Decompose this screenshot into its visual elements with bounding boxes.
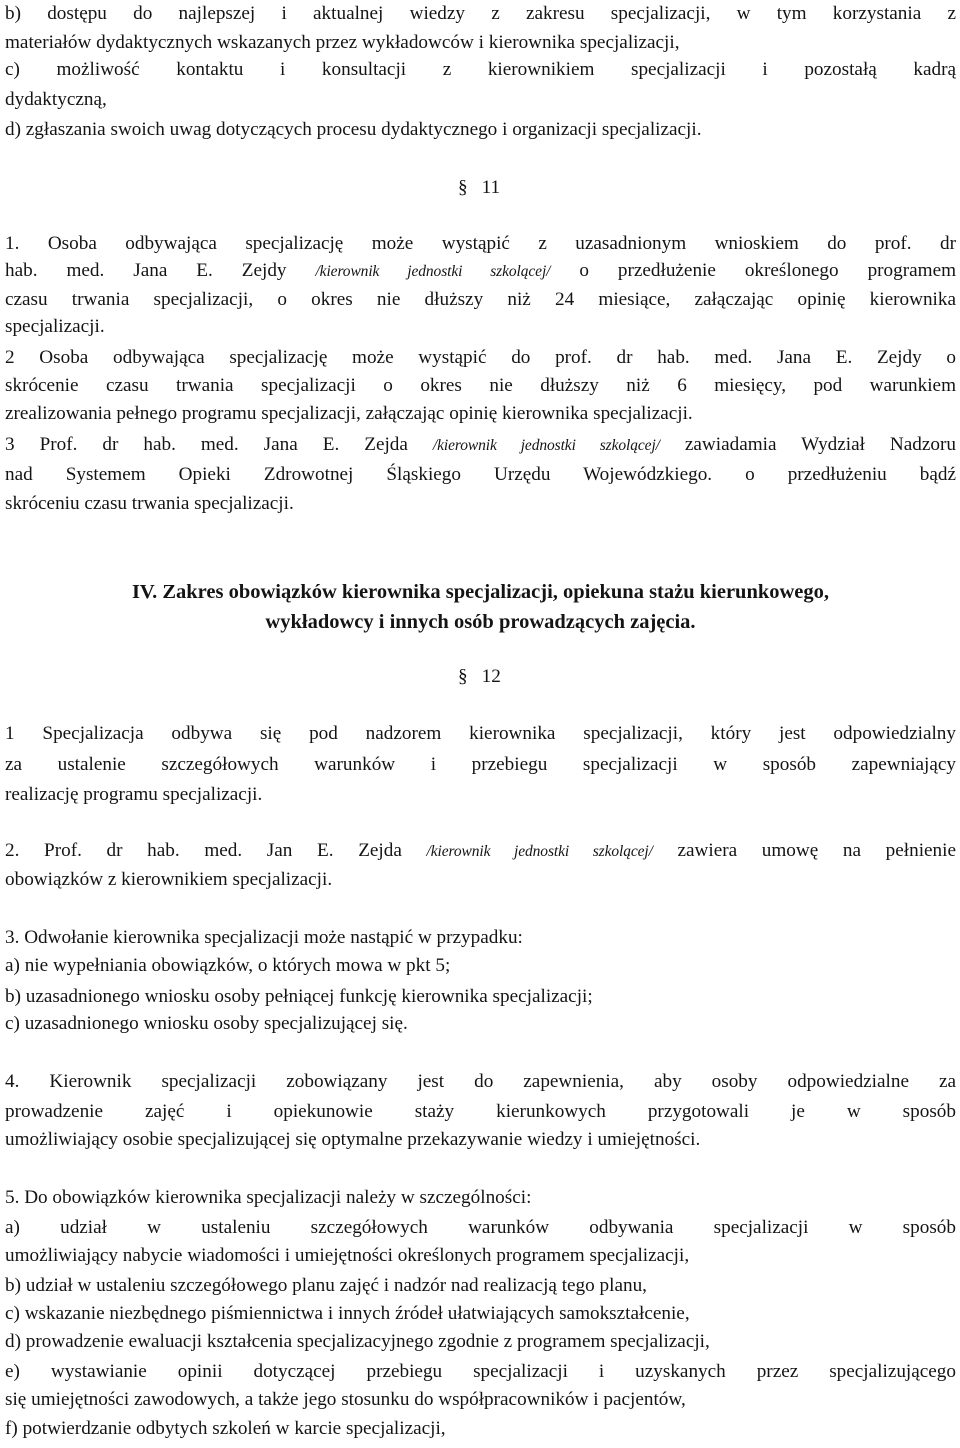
text-line: realizację programu specjalizacji.: [5, 784, 263, 805]
section-12-heading: [458, 663, 501, 691]
text-line: e) wystawianie opinii dotyczącej przebiegu specjalizacji i uzyskanych przez specjalizującego: [5, 1361, 956, 1382]
text-line: zrealizowania pełnego programu specjalizacji, załączając opinię kierownika specjalizacji.: [5, 403, 693, 424]
text-line: za ustalenie szczegółowych warunków i przebiegu specjalizacji w sposób zapewniający: [5, 754, 956, 775]
text-line: b) udział w ustaleniu szczegółowego planu zajęć i nadzór nad realizacją tego planu,: [5, 1275, 647, 1296]
text-line: b) dostępu do najlepszej i aktualnej wiedzy z zakresu specjalizacji, w tym korzystania z: [5, 3, 956, 24]
text-line: 5. Do obowiązków kierownika specjalizacji należy w szczególności:: [5, 1187, 532, 1208]
inline-note: /kierownik jednostki szkolącej/: [315, 263, 551, 280]
text-line: materiałów dydaktycznych wskazanych przez wykładowców i kierownika specjalizacji,: [5, 32, 680, 53]
text-line: 1. Osoba odbywająca specjalizację może wystąpić z uzasadnionym wnioskiem do prof. dr: [5, 233, 956, 254]
section-11-heading: [458, 174, 500, 202]
text-line: specjalizacji.: [5, 316, 105, 337]
text-line: a) nie wypełniania obowiązków, o których mowa w pkt 5;: [5, 955, 451, 976]
inline-note: /kierownik jednostki szkolącej/: [432, 437, 660, 454]
inline-note: /kierownik jednostki szkolącej/: [426, 843, 653, 860]
text-line: skrócenie czasu trwania specjalizacji o okres nie dłuższy niż 6 miesięcy, pod warunkiem: [5, 375, 956, 396]
text-line: 2 Osoba odbywająca specjalizację może wystąpić do prof. dr hab. med. Jana E. Zejdy o: [5, 347, 956, 368]
text-line: skróceniu czasu trwania specjalizacji.: [5, 493, 294, 514]
text-line: umożliwiający osobie specjalizującej się optymalne przekazywanie wiedzy i umiejętności.: [5, 1129, 701, 1150]
text-line: f) potwierdzanie odbytych szkoleń w karcie specjalizacji,: [5, 1418, 446, 1439]
text-line: c) uzasadnionego wniosku osoby specjalizującej się.: [5, 1013, 408, 1034]
text-line: d) zgłaszania swoich uwag dotyczących procesu dydaktycznego i organizacji specjalizacji.: [5, 119, 702, 140]
text-line: obowiązków z kierownikiem specjalizacji.: [5, 869, 333, 890]
section-sign: §: [458, 177, 468, 198]
text-line: się umiejętności zawodowych, a także jego stosunku do współpracowników i pacjentów,: [5, 1389, 686, 1410]
text-line: 2. Prof. dr hab. med. Jan E. Zejda /kierownik jednostki szkolącej/ zawiera umowę na pełnienie: [5, 840, 956, 861]
text-line: hab. med. Jana E. Zejdy /kierownik jednostki szkolącej/ o przedłużenie określonego programem: [5, 260, 956, 281]
section-number: 12: [481, 666, 501, 687]
text-line: d) prowadzenie ewaluacji kształcenia specjalizacyjnego zgodnie z programem specjalizacji,: [5, 1331, 710, 1352]
text-line: nad Systemem Opieki Zdrowotnej Śląskiego Urzędu Wojewódzkiego. o przedłużeniu bądź: [5, 464, 956, 485]
text-line: prowadzenie zajęć i opiekunowie staży kierunkowych przygotowali je w sposób: [5, 1101, 956, 1122]
text-line: 3. Odwołanie kierownika specjalizacji może nastąpić w przypadku:: [5, 927, 523, 948]
section-heading: wykładowcy i innych osób prowadzących zajęcia.: [265, 611, 696, 633]
text-line: czasu trwania specjalizacji, o okres nie dłuższy niż 24 miesiące, załączając opinię kierownika: [5, 289, 956, 310]
text-line: b) uzasadnionego wniosku osoby pełniącej funkcję kierownika specjalizacji;: [5, 986, 593, 1007]
text-line: dydaktyczną,: [5, 89, 107, 110]
section-number: 11: [481, 177, 501, 198]
section-sign: §: [458, 666, 468, 687]
text-line: c) wskazanie niezbędnego piśmiennictwa i innych źródeł ułatwiających samokształcenie,: [5, 1303, 690, 1324]
text-line: c) możliwość kontaktu i konsultacji z kierownikiem specjalizacji i pozostałą kadrą: [5, 59, 956, 80]
text-line: umożliwiający nabycie wiadomości i umiejętności określonych programem specjalizacji,: [5, 1245, 690, 1266]
text-line: 3 Prof. dr hab. med. Jana E. Zejda /kierownik jednostki szkolącej/ zawiadamia Wydział Nadzoru: [5, 434, 956, 455]
text-line: a) udział w ustaleniu szczegółowych warunków odbywania specjalizacji w sposób: [5, 1217, 956, 1238]
section-heading: IV. Zakres obowiązków kierownika specjalizacji, opiekuna stażu kierunkowego,: [131, 581, 830, 603]
text-line: 1 Specjalizacja odbywa się pod nadzorem kierownika specjalizacji, który jest odpowiedzialny: [5, 723, 956, 744]
text-line: 4. Kierownik specjalizacji zobowiązany jest do zapewnienia, aby osoby odpowiedzialne za: [5, 1071, 956, 1092]
